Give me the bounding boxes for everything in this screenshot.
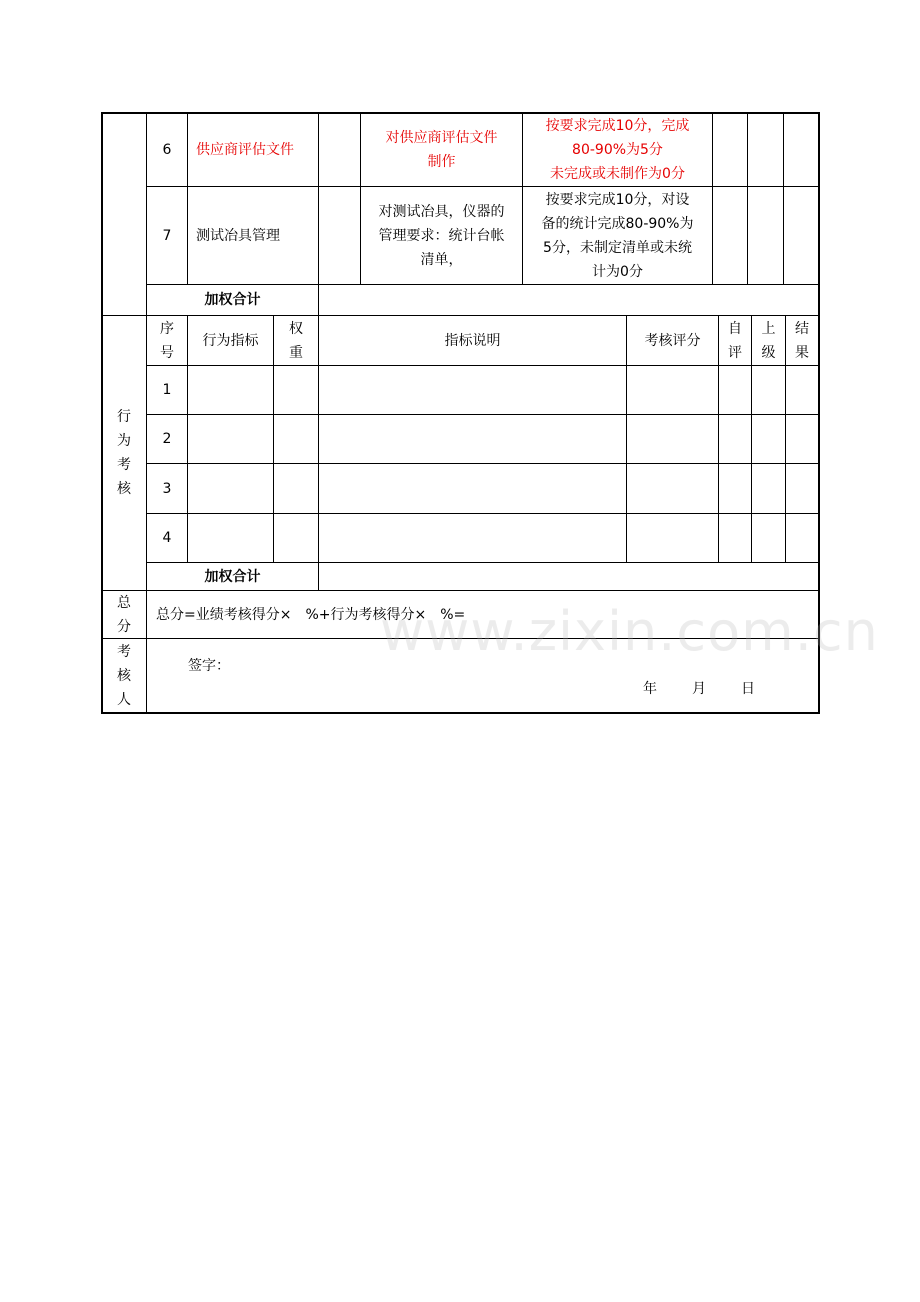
row6-description (361, 113, 522, 186)
behavior-row3-number: 3 (162, 480, 172, 497)
row7-scoring-line2: 备的统计完成80-90%为 (541, 215, 694, 232)
row7-scoring-line3: 5分，未制定清单或未统 (543, 239, 692, 256)
header-number (147, 316, 187, 365)
header-weight-char1: 权 (289, 320, 303, 337)
row6-description-line2: 制作 (427, 153, 456, 170)
behavior-label-char1: 行 (117, 409, 131, 425)
row7-number: 7 (162, 227, 172, 244)
total-formula: 总分=业绩考核得分× %+行为考核得分× %= (156, 606, 466, 623)
header-self-char2: 评 (728, 344, 742, 361)
assessor-label-char3: 人 (117, 691, 131, 708)
header-number-char1: 序 (160, 320, 174, 337)
header-score: 考核评分 (644, 332, 701, 349)
signature-label: 签字： (188, 658, 230, 674)
row7-description (361, 187, 522, 284)
row6-scoring-line2: 80-90%为5分 (572, 141, 663, 158)
row6-description-line1: 对供应商评估文件 (385, 129, 498, 146)
row7-scoring-line1: 按要求完成10分，对设 (545, 191, 690, 208)
perf-col-self-line (747, 112, 748, 284)
assessor-label-char2: 核 (117, 667, 131, 684)
header-self-eval (719, 316, 751, 365)
row6-scoring-line1: 按要求完成10分，完成 (545, 117, 690, 134)
header-result (786, 316, 818, 365)
header-indicator: 行为指标 (202, 332, 259, 349)
perf-weighted-total-label: 加权合计 (204, 292, 261, 308)
perf-col-score-line (712, 112, 713, 284)
watermark: www.zixin.com.cn (380, 600, 879, 663)
total-label-char1: 总 (117, 594, 131, 611)
behavior-label-char4: 核 (117, 481, 131, 497)
header-result-char2: 果 (795, 344, 809, 361)
perf-col-no-line (187, 112, 188, 284)
header-weight (274, 316, 318, 365)
date-year-label: 年 (643, 681, 657, 697)
header-number-char2: 号 (160, 344, 174, 361)
table-border-bottom (101, 712, 820, 714)
date-month-label: 月 (692, 681, 706, 697)
behavior-label-char2: 为 (117, 433, 131, 449)
header-result-char1: 结 (795, 320, 809, 337)
behavior-weighted-total-label: 加权合计 (204, 568, 261, 585)
assessor-label-char1: 考 (117, 643, 131, 660)
behavior-row4-number: 4 (162, 530, 172, 546)
row7-scoring (523, 187, 712, 284)
row7-description-line1: 对测试冶具，仪器的 (378, 203, 505, 220)
table-border-right (818, 112, 820, 714)
row6-scoring (523, 113, 712, 186)
row7-indicator: 测试冶具管理 (196, 227, 280, 244)
header-description: 指标说明 (444, 332, 501, 349)
row6-indicator: 供应商评估文件 (196, 141, 294, 158)
row7-scoring-line4: 计为0分 (592, 263, 643, 280)
row7-description-line3: 清单， (420, 251, 463, 268)
header-superior (752, 316, 785, 365)
total-label (102, 591, 146, 638)
total-label-char2: 分 (117, 618, 131, 635)
perf-col-sup-line (783, 112, 784, 284)
behavior-section-label (102, 316, 146, 590)
behavior-row1-number: 1 (162, 382, 172, 398)
behavior-row2-number: 2 (162, 431, 172, 447)
header-weight-char2: 重 (289, 344, 303, 361)
header-superior-char1: 上 (761, 320, 776, 337)
header-self-char1: 自 (728, 320, 742, 337)
row7-description-line2: 管理要求：统计台帐 (378, 227, 505, 244)
perf-col-name-line (318, 112, 319, 315)
behavior-label-char3: 考 (117, 457, 131, 473)
date-day-label: 日 (741, 681, 755, 697)
assessor-label (102, 639, 146, 712)
row6-scoring-line3: 未完成或未制作为0分 (550, 165, 685, 182)
header-superior-char2: 级 (761, 344, 776, 361)
total-row-bottom-line (101, 638, 820, 639)
row6-number: 6 (162, 141, 172, 158)
